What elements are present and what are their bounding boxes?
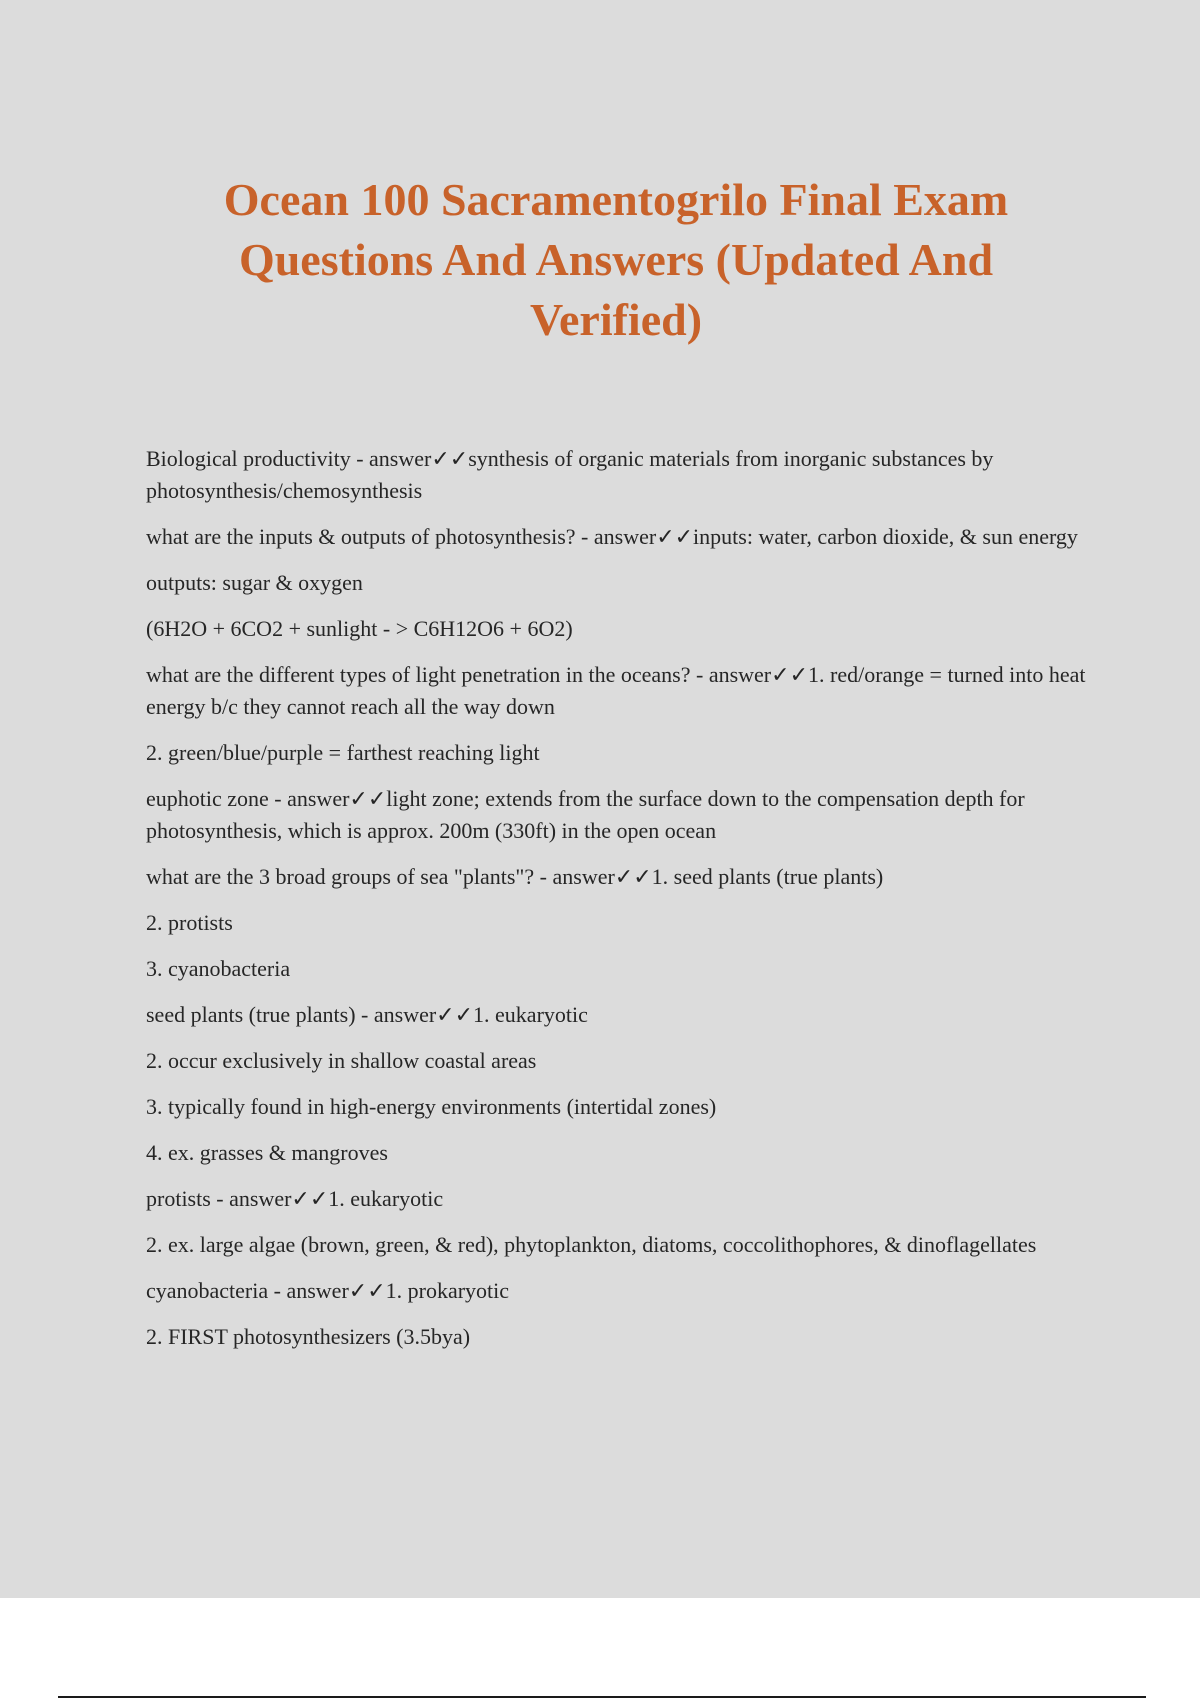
text-line-2: what are the inputs & outputs of photosynthesis? - answer✓✓inputs: water, carbon dioxide, & sun energy xyxy=(146,524,1078,549)
text-line-18: 2. FIRST photosynthesizers (3.5bya) xyxy=(146,1324,471,1349)
text-line-10: 3. cyanobacteria xyxy=(146,956,291,981)
document-title: Ocean 100 Sacramentogrilo Final Exam Questions And Answers (Updated And Verified) xyxy=(223,174,1009,345)
text-line-17: cyanobacteria - answer✓✓1. prokaryotic xyxy=(146,1278,510,1303)
text-line-16: 2. ex. large algae (brown, green, & red), phytoplankton, diatoms, coccolithophores, & dinoflagellates xyxy=(146,1232,1037,1257)
document-body xyxy=(146,443,1098,1367)
text-line-7: euphotic zone - answer✓✓light zone; extends from the surface down to the compensation depth for photosynthesis, which is approx. 200m (330ft) in the open ocean xyxy=(146,786,1025,843)
text-line-13: 3. typically found in high-energy environments (intertidal zones) xyxy=(146,1094,717,1119)
text-line-8: what are the 3 broad groups of sea "plants"? - answer✓✓1. seed plants (true plants) xyxy=(146,864,884,889)
footer-divider xyxy=(58,1696,1146,1698)
text-line-11: seed plants (true plants) - answer✓✓1. eukaryotic xyxy=(146,1002,588,1027)
text-line-12: 2. occur exclusively in shallow coastal areas xyxy=(146,1048,537,1073)
text-line-14: 4. ex. grasses & mangroves xyxy=(146,1140,388,1165)
text-line-6: 2. green/blue/purple = farthest reaching light xyxy=(146,740,540,765)
text-line-3: outputs: sugar & oxygen xyxy=(146,570,363,595)
text-line-1: Biological productivity - answer✓✓synthesis of organic materials from inorganic substances by photosynthesis/chemosynthesis xyxy=(146,446,994,503)
text-line-5: what are the different types of light penetration in the oceans? - answer✓✓1. red/orange = turned into heat energy b/c they cannot reach all the way down xyxy=(146,662,1086,719)
text-line-9: 2. protists xyxy=(146,910,233,935)
text-line-15: protists - answer✓✓1. eukaryotic xyxy=(146,1186,444,1211)
text-line-4: (6H2O + 6CO2 + sunlight - > C6H12O6 + 6O2) xyxy=(146,616,573,641)
